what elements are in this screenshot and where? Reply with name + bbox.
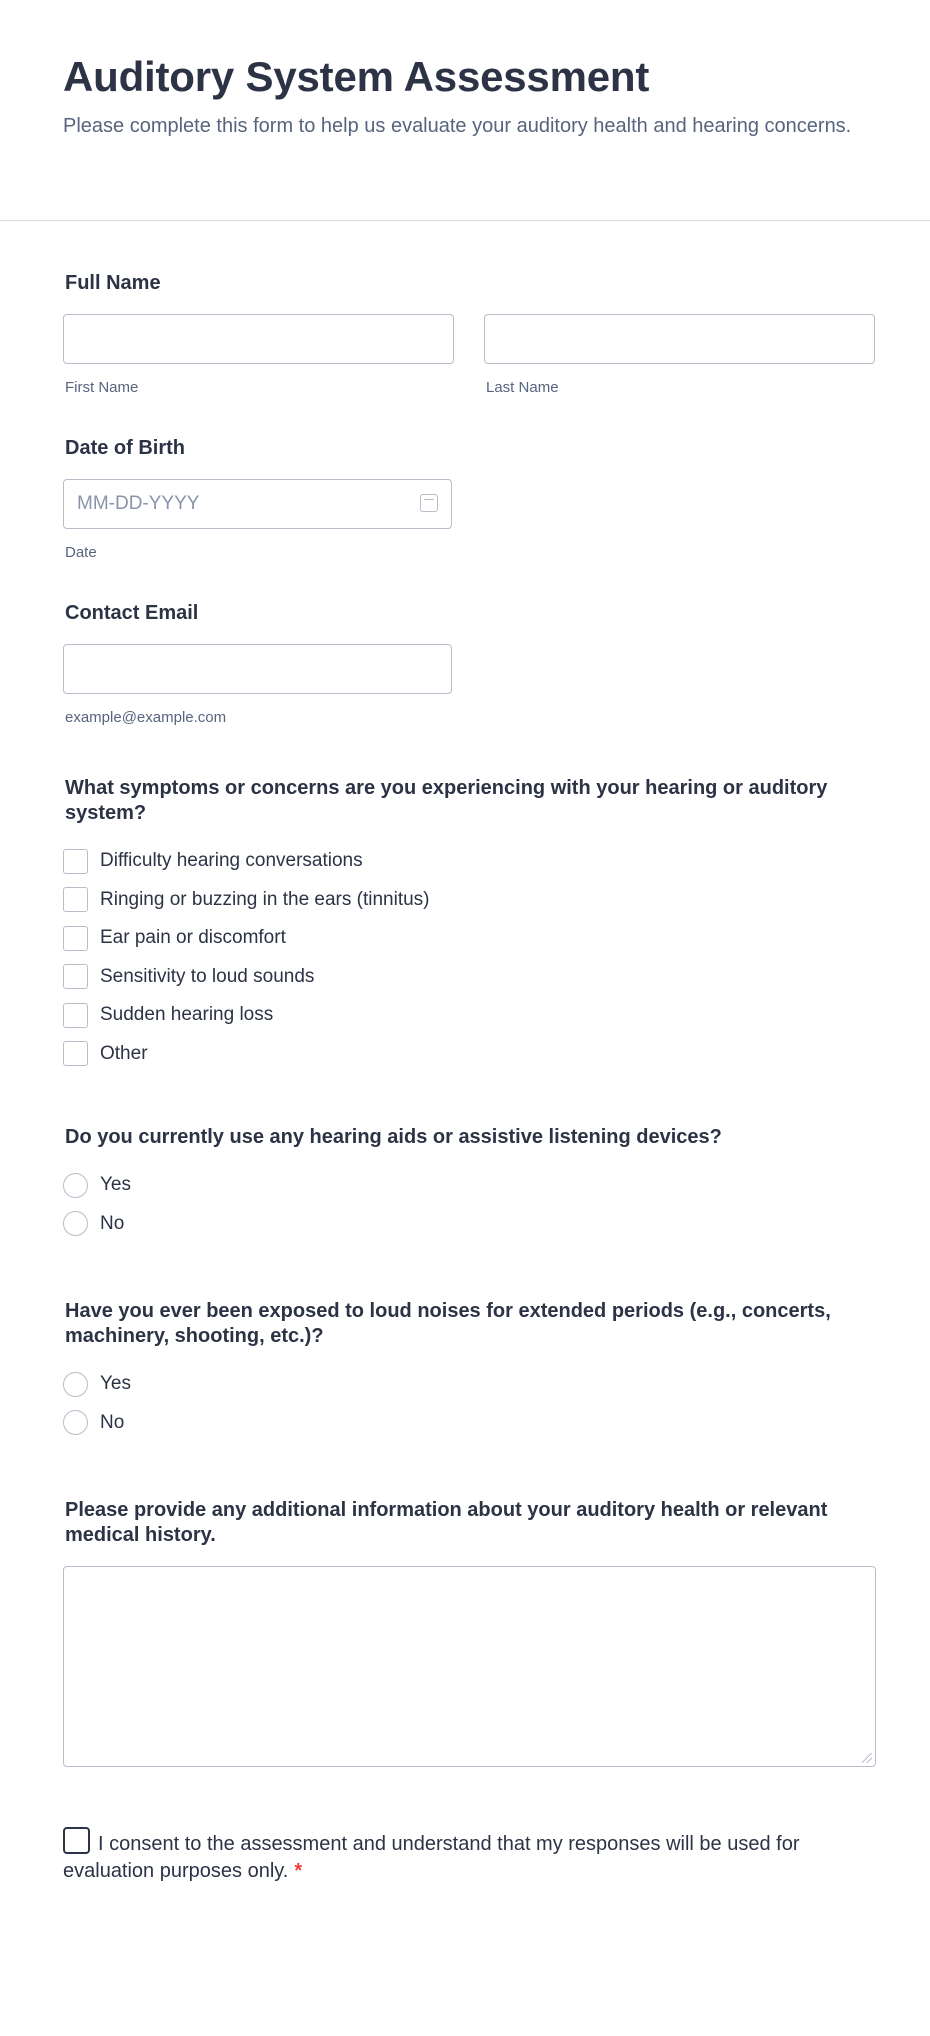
noise-exposure-question: Have you ever been exposed to loud noises for extended periods (e.g., concerts, machinery, shooting, etc.)? — [65, 1300, 831, 1347]
first-name-input[interactable] — [63, 314, 454, 364]
first-name-sublabel: First Name — [65, 379, 139, 396]
checkbox[interactable] — [63, 964, 88, 989]
checkbox[interactable] — [63, 926, 88, 951]
consent-field — [63, 1827, 803, 1885]
radio-button[interactable] — [63, 1173, 88, 1198]
checkbox[interactable] — [63, 887, 88, 912]
additional-info-question: Please provide any additional information about your auditory health or relevant medical history. — [65, 1499, 828, 1546]
option-label: Sudden hearing loss — [100, 1004, 274, 1026]
radio-option-no[interactable] — [63, 1404, 867, 1443]
consent-checkbox[interactable] — [63, 1827, 90, 1854]
symptom-option[interactable] — [63, 919, 867, 958]
radio-option-yes[interactable] — [63, 1365, 867, 1404]
email-input[interactable] — [63, 644, 452, 694]
consent-text: I consent to the assessment and understand that my responses will be used for evaluation purposes only. — [63, 1833, 800, 1882]
checkbox[interactable] — [63, 849, 88, 874]
symptom-option[interactable] — [63, 996, 867, 1035]
page-title: Auditory System Assessment — [63, 53, 650, 100]
symptom-option[interactable] — [63, 1035, 867, 1074]
email-sublabel: example@example.com — [65, 709, 227, 726]
additional-info-textarea[interactable] — [63, 1566, 876, 1767]
option-label: Ringing or buzzing in the ears (tinnitus) — [100, 888, 430, 910]
email-label: Contact Email — [65, 602, 199, 624]
option-label: Ear pain or discomfort — [100, 927, 286, 949]
symptoms-question: What symptoms or concerns are you experiencing with your hearing or auditory system? — [65, 777, 828, 824]
email-field — [63, 601, 867, 726]
required-marker: * — [294, 1860, 303, 1882]
radio-option-no[interactable] — [63, 1205, 867, 1244]
option-label: Difficulty hearing conversations — [100, 850, 363, 872]
checkbox[interactable] — [63, 1003, 88, 1028]
hearing-aids-options — [63, 1166, 867, 1243]
dob-sublabel: Date — [65, 544, 97, 561]
additional-info-field — [63, 1498, 867, 1767]
full-name-label: Full Name — [65, 272, 161, 294]
symptom-option[interactable] — [63, 958, 867, 997]
option-label: No — [100, 1411, 125, 1433]
option-label: Yes — [100, 1373, 131, 1395]
calendar-icon[interactable] — [420, 494, 438, 512]
symptom-option[interactable] — [63, 842, 867, 881]
option-label: Other — [100, 1042, 148, 1064]
option-label: No — [100, 1212, 125, 1234]
noise-exposure-field — [63, 1299, 867, 1442]
hearing-aids-field — [63, 1125, 867, 1243]
noise-exposure-options — [63, 1365, 867, 1442]
symptoms-field — [63, 776, 867, 1073]
radio-button[interactable] — [63, 1410, 88, 1435]
dob-field — [63, 436, 867, 561]
last-name-sublabel: Last Name — [486, 379, 559, 396]
page-subtitle: Please complete this form to help us evaluate your auditory health and hearing concerns. — [63, 115, 852, 137]
radio-button[interactable] — [63, 1211, 88, 1236]
radio-option-yes[interactable] — [63, 1166, 867, 1205]
form-header — [0, 0, 930, 221]
dob-label: Date of Birth — [65, 437, 185, 459]
symptoms-options — [63, 842, 867, 1073]
assessment-form — [0, 221, 930, 1885]
hearing-aids-question: Do you currently use any hearing aids or assistive listening devices? — [65, 1126, 722, 1148]
dob-input[interactable] — [63, 479, 452, 529]
resize-handle-icon[interactable] — [862, 1753, 872, 1763]
symptom-option[interactable] — [63, 881, 867, 920]
checkbox[interactable] — [63, 1041, 88, 1066]
radio-button[interactable] — [63, 1372, 88, 1397]
option-label: Yes — [100, 1174, 131, 1196]
last-name-input[interactable] — [484, 314, 875, 364]
option-label: Sensitivity to loud sounds — [100, 965, 315, 987]
full-name-field — [63, 271, 867, 396]
